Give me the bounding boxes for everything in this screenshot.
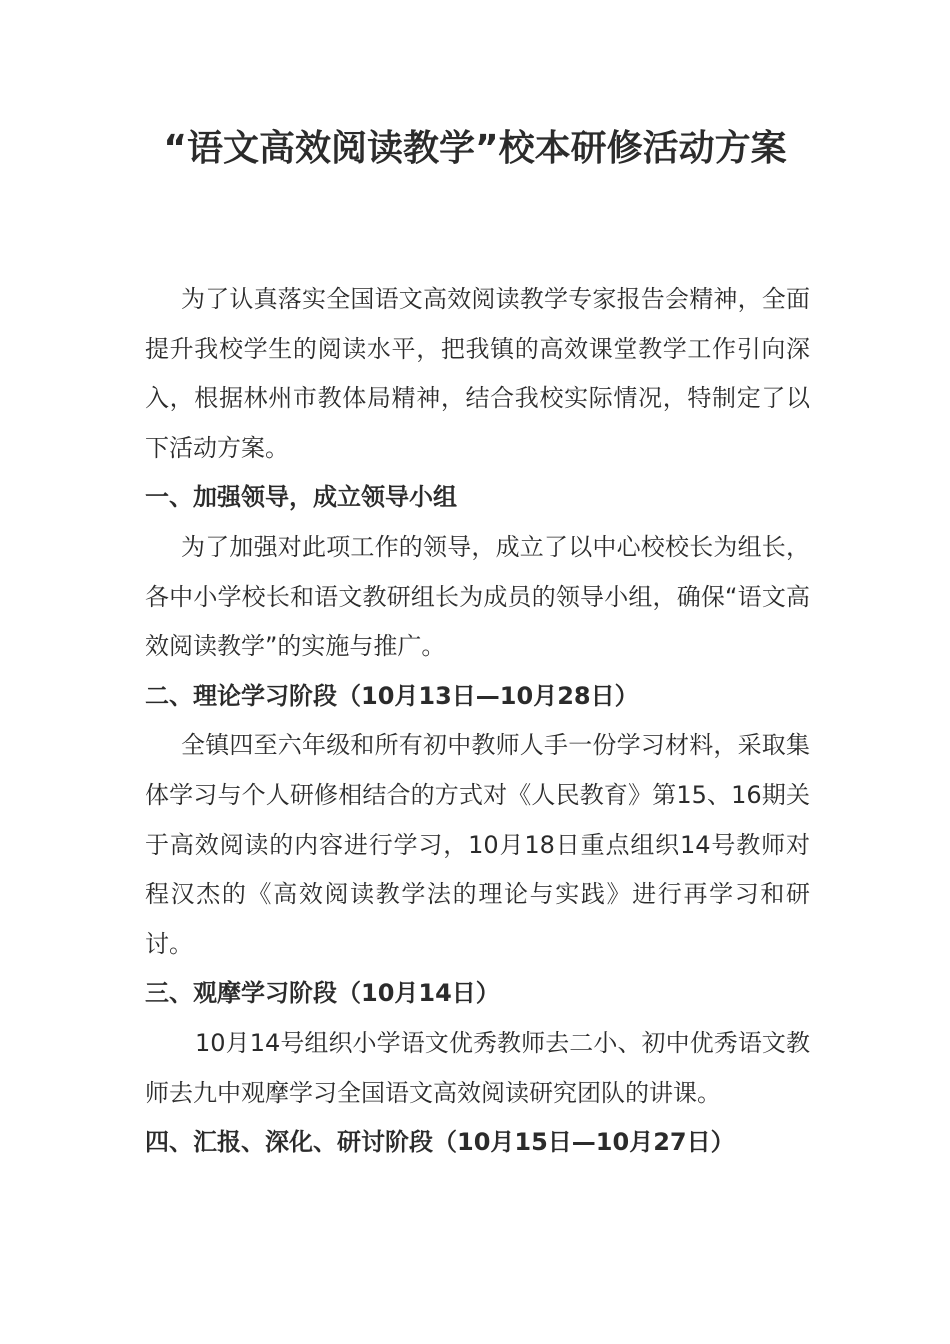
section-heading-2: 二、理论学习阶段（10月13日—10月28日） xyxy=(145,681,639,710)
section-heading-1: 一、加强领导，成立领导小组 xyxy=(145,483,457,512)
document-body xyxy=(145,275,810,1168)
document-title: “语文高效阅读教学”校本研修活动方案 xyxy=(163,128,787,169)
section-heading-4: 四、汇报、深化、研讨阶段（10月15日—10月27日） xyxy=(145,1128,735,1157)
section-paragraph-2: 全镇四至六年级和所有初中教师人手一份学习材料，采取集体学习与个人研修相结合的方式对《人民教育》第15、16期关于高效阅读的内容进行学习，10月18日重点组织14号教师对程汉杰的《高效阅读教学法的理论与实践》进行再学习和研讨。 xyxy=(145,731,810,958)
section-paragraph-1: 为了加强对此项工作的领导，成立了以中心校校长为组长，各中小学校长和语文教研组长为成员的领导小组，确保“语文高效阅读教学”的实施与推广。 xyxy=(145,532,810,661)
intro-paragraph: 为了认真落实全国语文高效阅读教学专家报告会精神，全面提升我校学生的阅读水平，把我镇的高效课堂教学工作引向深入，根据林州市教体局精神，结合我校实际情况，特制定了以下活动方案。 xyxy=(145,285,810,462)
section-paragraph-3: 10月14号组织小学语文优秀教师去二小、初中优秀语文教师去九中观摩学习全国语文高效阅读研究团队的讲课。 xyxy=(145,1028,810,1107)
section-heading-3: 三、观摩学习阶段（10月14日） xyxy=(145,979,500,1008)
